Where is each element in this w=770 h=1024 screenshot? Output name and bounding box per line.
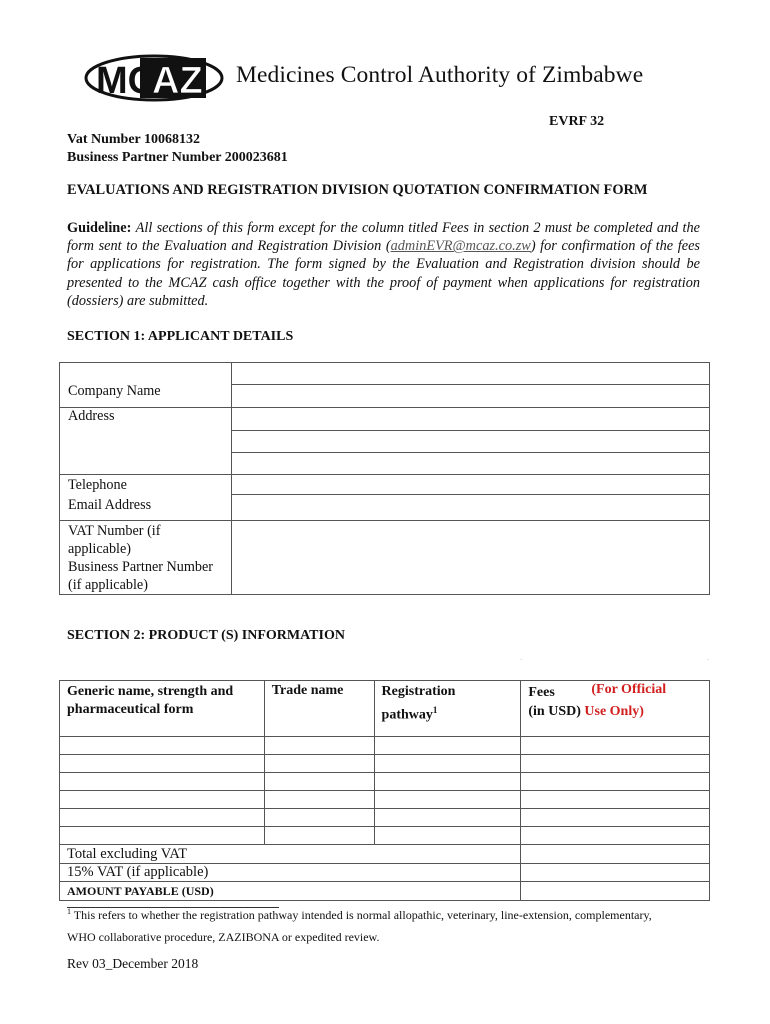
trade-name-cell[interactable] [264, 755, 374, 773]
guideline-label: Guideline: [67, 220, 132, 236]
mcaz-logo-graphic [84, 52, 234, 102]
form-code: EVRF 32 [549, 114, 605, 129]
address-label: Address [60, 408, 232, 475]
vat-number: Vat Number 10068132 [67, 132, 201, 147]
vat-label: 15% VAT (if applicable) [60, 864, 521, 882]
bp-number-label-1: Business Partner Number [68, 559, 214, 575]
generic-name-cell[interactable] [60, 737, 265, 755]
product-row [60, 737, 710, 755]
fees-cell[interactable] [521, 737, 710, 755]
fees-header: Fees (For Official (in USD) Use Only) [521, 681, 710, 737]
organization-name: Medicines Control Authority of Zimbabwe [236, 62, 644, 88]
pathway-cell[interactable] [374, 791, 521, 809]
vat-field[interactable] [521, 864, 710, 882]
guideline-email-link[interactable]: adminEVR@mcaz.co.zw [390, 238, 531, 255]
email-address-field[interactable] [231, 495, 709, 521]
address-field-3[interactable] [231, 453, 709, 475]
pathway-cell[interactable] [374, 773, 521, 791]
footnote-line-1: $^1$ This refers to whether the registration pathway intended is normal allopathic, veterinary, line-extension, complementary, [67, 907, 652, 922]
generic-name-cell[interactable] [60, 773, 265, 791]
generic-name-cell[interactable] [60, 755, 265, 773]
bp-number-label-2: (if applicable) [68, 577, 148, 593]
product-row [60, 827, 710, 845]
fees-cell[interactable] [521, 755, 710, 773]
vat-bp-field[interactable] [231, 521, 709, 595]
product-row [60, 809, 710, 827]
business-partner-number: Business Partner Number 200023681 [67, 150, 288, 165]
company-name-field-2[interactable] [231, 385, 709, 408]
svg-text:MC: MC [96, 60, 156, 102]
amount-payable-field[interactable] [521, 882, 710, 901]
vat-bp-label [60, 521, 232, 595]
section1-title: SECTION 1: APPLICANT DETAILS [67, 329, 294, 344]
telephone-email-label [60, 475, 232, 521]
generic-name-header: Generic name, strength and pharmaceutical form [60, 681, 265, 737]
fees-cell[interactable] [521, 791, 710, 809]
footnote-line-2: WHO collaborative procedure, ZAZIBONA or expedited review. [67, 930, 380, 944]
trade-name-cell[interactable] [264, 773, 374, 791]
product-row [60, 773, 710, 791]
pathway-cell[interactable] [374, 737, 521, 755]
section2-title: SECTION 2: PRODUCT (S) INFORMATION [67, 628, 345, 643]
address-field-2[interactable] [231, 431, 709, 453]
guideline-text-part1: All sections of this form except for the column titled Fees in section 2 must be completed and the form sent to the Evaluation and Registration Division ( [67, 220, 701, 255]
svg-text:AZ: AZ [152, 60, 203, 102]
footnote-marker: 1 [432, 705, 438, 715]
total-excluding-vat-label: Total excluding VAT [60, 845, 521, 864]
pathway-cell[interactable] [374, 827, 521, 845]
product-row [60, 791, 710, 809]
telephone-field[interactable] [231, 475, 709, 495]
faint-dots [520, 659, 710, 660]
form-title: EVALUATIONS AND REGISTRATION DIVISION QUOTATION CONFIRMATION FORM [67, 182, 648, 198]
fees-cell[interactable] [521, 827, 710, 845]
official-use-note-2: Use Only) [584, 704, 644, 719]
company-name-label: Company Name [60, 363, 232, 408]
pathway-cell[interactable] [374, 755, 521, 773]
vat-number-label-1: VAT Number (if [68, 523, 161, 539]
generic-name-cell[interactable] [60, 827, 265, 845]
email-address-label: Email Address [68, 497, 152, 513]
trade-name-cell[interactable] [264, 809, 374, 827]
product-information-table [59, 680, 710, 901]
amount-payable-label: AMOUNT PAYABLE (USD) [60, 882, 521, 901]
guideline-paragraph [67, 219, 700, 310]
guideline-text-part2: ) for confirmation of the fees for applications for registration. The form signed by the Evaluation and Registration division should be presented to the MCAZ cash office together with the proof of payment when applications for registration (dossiers) are submitted. [67, 238, 700, 309]
trade-name-cell[interactable] [264, 827, 374, 845]
trade-name-cell[interactable] [264, 737, 374, 755]
applicant-details-table [59, 362, 710, 595]
product-row [60, 755, 710, 773]
generic-name-cell[interactable] [60, 809, 265, 827]
official-use-note-1: (For Official [591, 682, 667, 697]
vat-number-label-2: applicable) [68, 541, 132, 557]
fees-cell[interactable] [521, 809, 710, 827]
generic-name-cell[interactable] [60, 791, 265, 809]
address-field-1[interactable] [231, 408, 709, 431]
revision-label: Rev 03_December 2018 [67, 956, 199, 971]
mcaz-logo [84, 52, 234, 102]
registration-pathway-header: Registration pathway$^1$ [374, 681, 521, 737]
trade-name-header: Trade name [264, 681, 374, 737]
pathway-cell[interactable] [374, 809, 521, 827]
fees-cell[interactable] [521, 773, 710, 791]
trade-name-cell[interactable] [264, 791, 374, 809]
company-name-field-1[interactable] [231, 363, 709, 385]
total-excluding-vat-field[interactable] [521, 845, 710, 864]
telephone-label: Telephone [68, 477, 127, 493]
